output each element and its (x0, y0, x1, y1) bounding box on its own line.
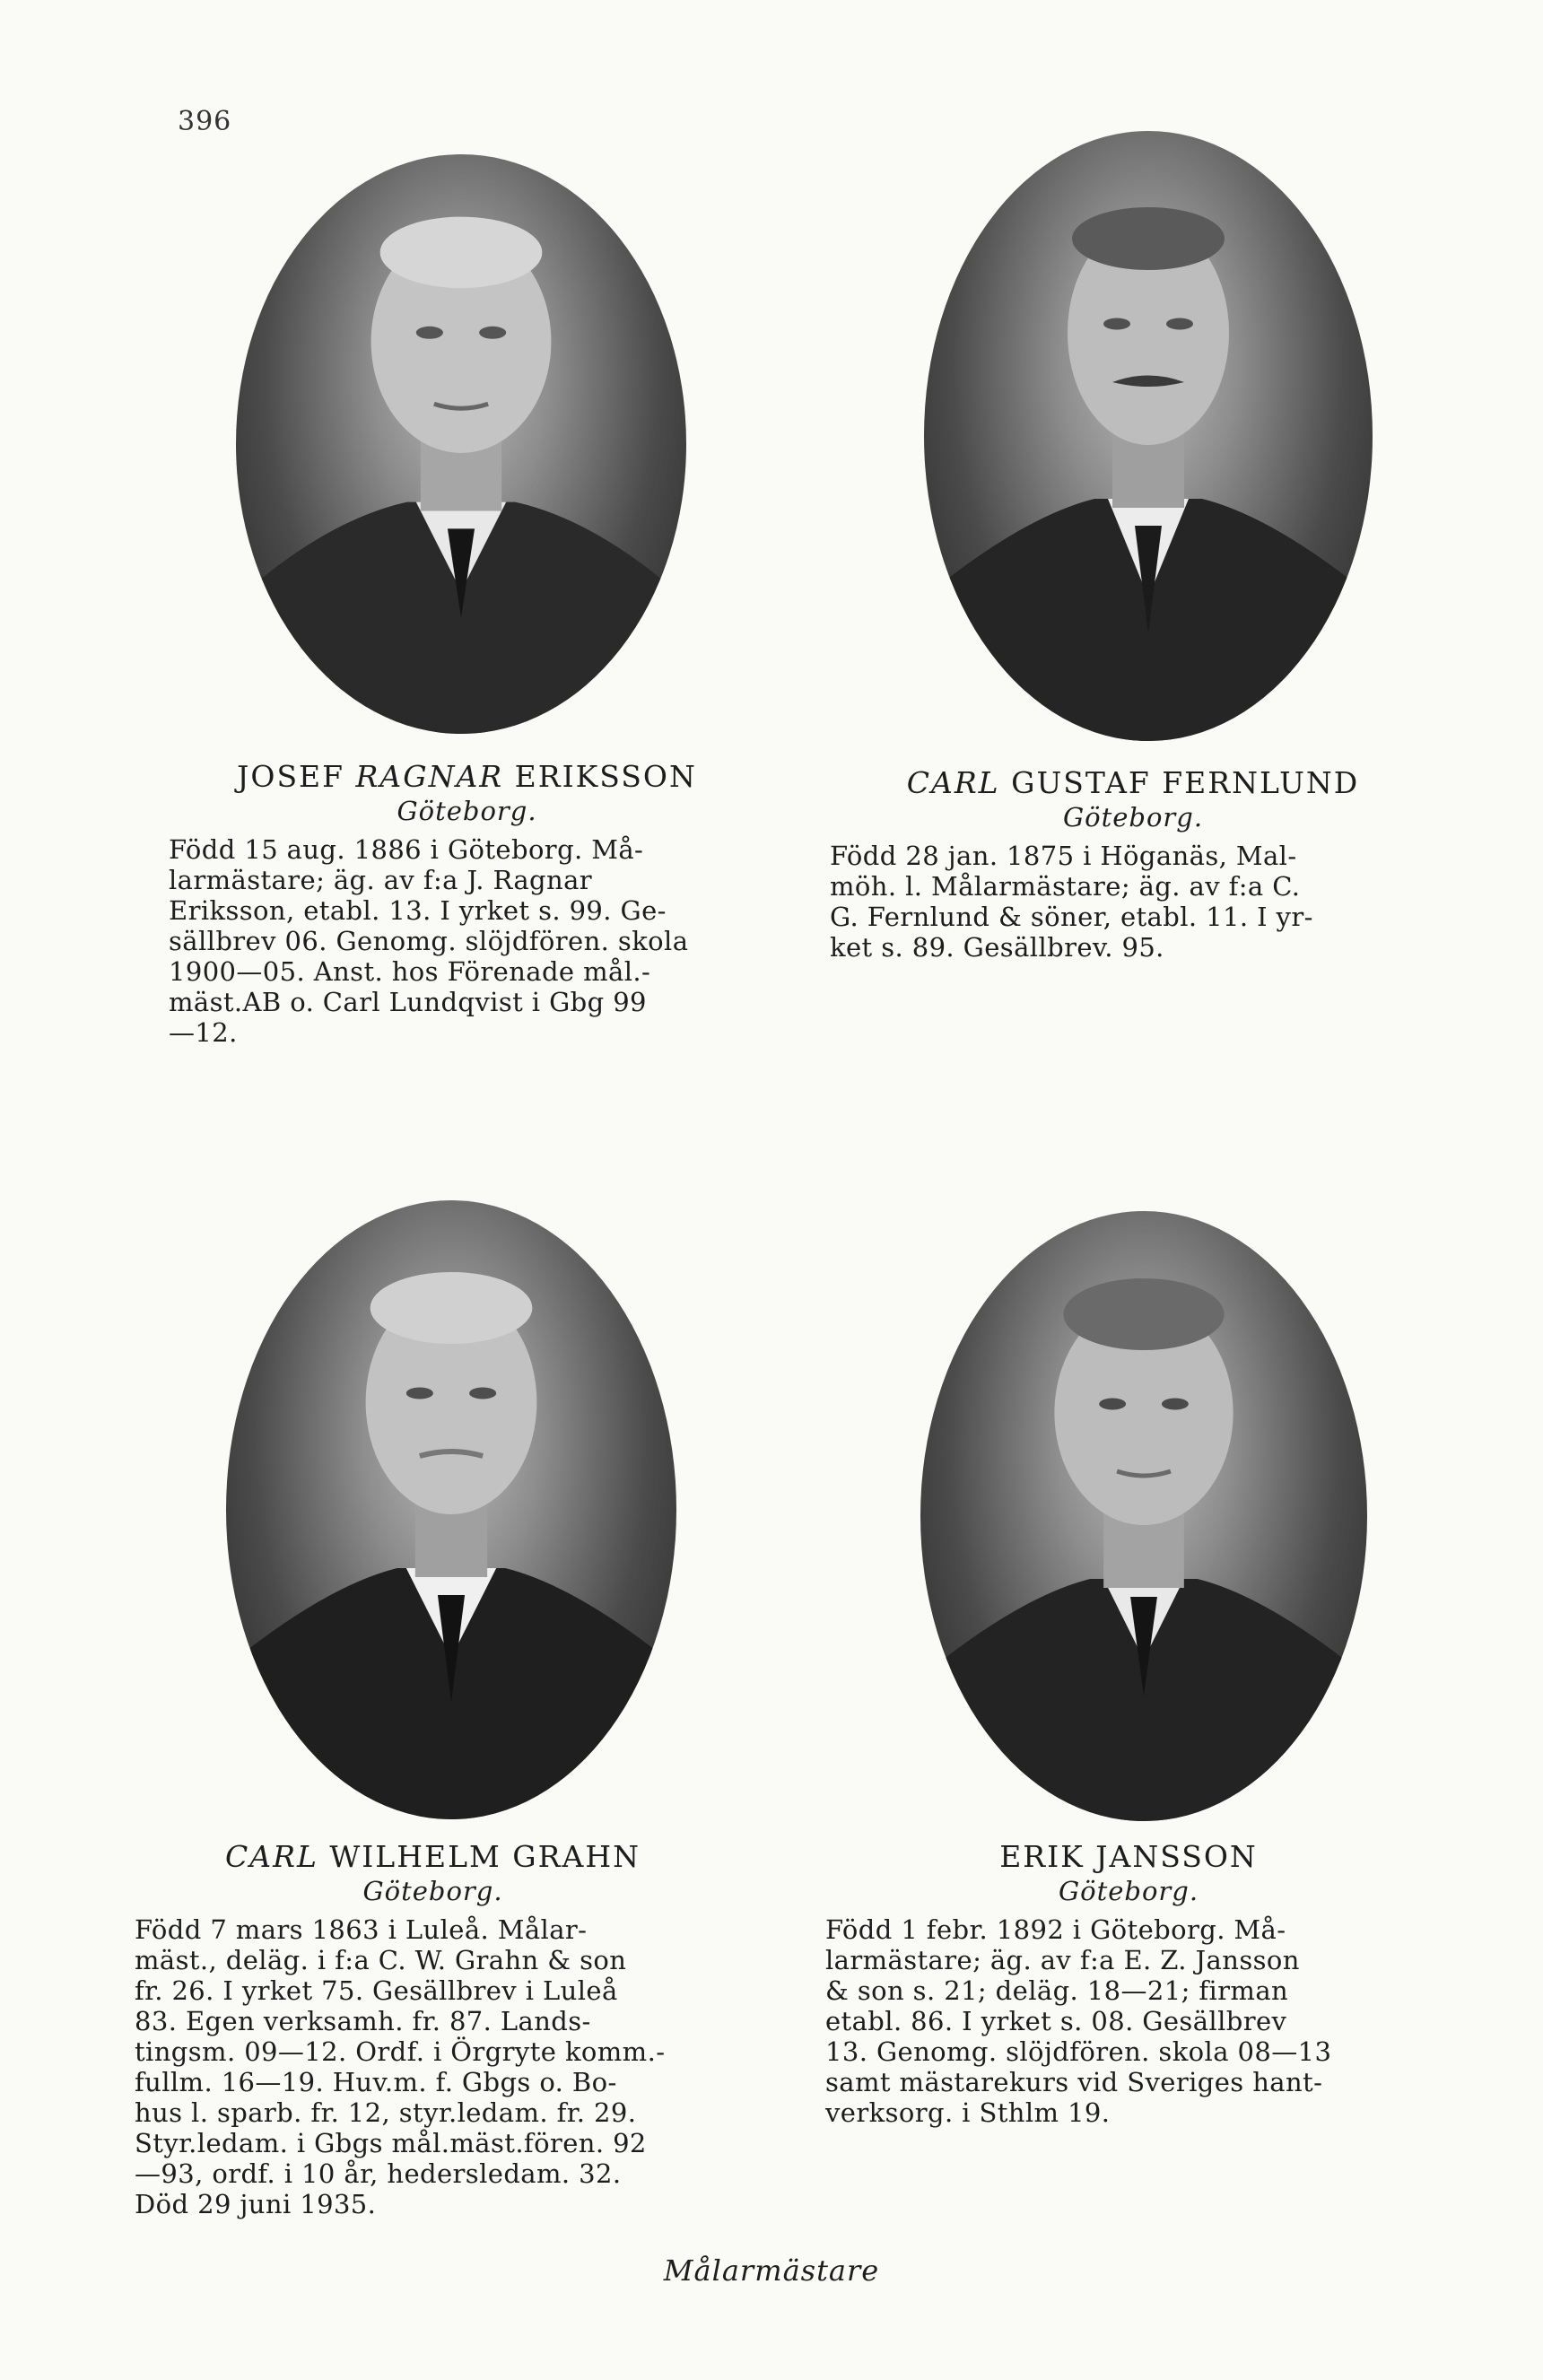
portrait-photo (236, 154, 686, 734)
person-biography: Född 7 mars 1863 i Luleå. Målar- mäst., deläg. i f:a C. W. Grahn & son fr. 26. I yrket 75. Gesällbrev i Luleå 83. Egen verksamh. fr. 87. Lands- tingsm. 09—12. Ordf. i Örgryte komm.- fullm. 16—19. Huv.m. f. Gbgs o. Bo- hus l. sparb. fr. 12, styr.ledam. fr. 29. Styr.ledam. i Gbgs mål.mäst.fören. 92 —93, ordf. i 10 år, hedersledam. 32. Död 29 juni 1935. (135, 1914, 666, 2219)
person-name: ERIK JANSSON (999, 1839, 1258, 1874)
page-number: 396 (178, 106, 232, 137)
portrait-photo (226, 1200, 676, 1819)
person-name: CARL GUSTAF FERNLUND (906, 765, 1360, 800)
person-city: Göteborg. (1058, 1876, 1199, 1906)
person-biography: Född 1 febr. 1892 i Göteborg. Må- larmästare; äg. av f:a E. Z. Jansson & son s. 21; deläg. 18—21; firman etabl. 86. I yrket s. 08. Gesällbrev 13. Genomg. slöjdfören. skola 08—13 samt mästarekurs vid Sveriges hant- verksorg. i Sthlm 19. (825, 1914, 1332, 2128)
biography-entry (169, 759, 765, 1048)
biography-entry (825, 1839, 1432, 2128)
page-footer: Målarmästare (663, 2254, 880, 2288)
person-city: Göteborg. (1062, 802, 1204, 833)
biography-entry (135, 1839, 731, 2219)
person-name: JOSEF RAGNAR ERIKSSON (237, 759, 697, 794)
person-biography: Född 15 aug. 1886 i Göteborg. Må- larmästare; äg. av f:a J. Ragnar Eriksson, etabl. 13. I yrket s. 99. Ge- sällbrev 06. Genomg. slöjdfören. skola 1900—05. Anst. hos Förenade mål.- mäst.AB o. Carl Lundqvist i Gbg 99 —12. (169, 834, 689, 1048)
person-city: Göteborg. (397, 796, 537, 826)
biography-entry (830, 765, 1436, 963)
person-city: Göteborg. (362, 1876, 503, 1906)
person-biography: Född 28 jan. 1875 i Höganäs, Mal- möh. l. Målarmästare; äg. av f:a C. G. Fernlund & söner, etabl. 11. I yr- ket s. 89. Gesällbrev. 95. (830, 841, 1313, 963)
portrait-photo (920, 1211, 1367, 1821)
portrait-photo (924, 131, 1373, 741)
person-name: CARL WILHELM GRAHN (225, 1839, 641, 1874)
